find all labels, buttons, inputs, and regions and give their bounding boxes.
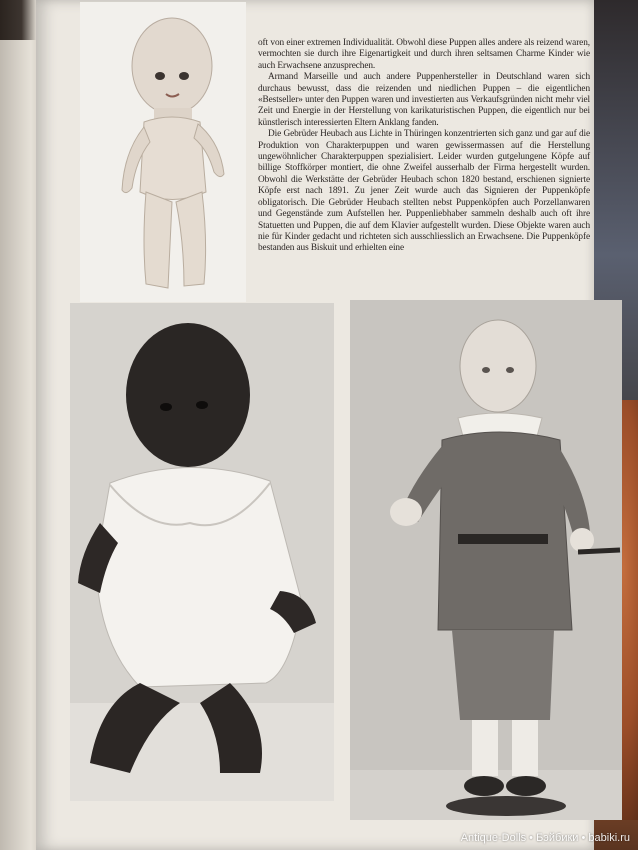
photo-boy-doll-in-suit — [350, 300, 622, 820]
bisque-doll-illustration — [80, 2, 246, 302]
book-page — [36, 0, 594, 850]
boy-doll-illustration — [350, 300, 622, 820]
paragraph-2: Armand Marseille und auch andere Puppenhersteller in Deutschland waren sich durchaus bewusst, dass die reizenden und niedlichen Puppen – die eigentlichen «Bestseller» unter den Puppen waren und investierten aus Verkaufsgründen nicht mehr viel Zeit und Energie in der Herstellung von karikaturistischen Puppen, die eigentlich nur bei künstlerisch interessierten Eltern Anklang fanden. — [258, 72, 590, 128]
watermark: Antique-Dolls • Бэйбики • babiki.ru — [460, 832, 630, 844]
dark-baby-doll-illustration — [70, 303, 334, 801]
paragraph-3: Die Gebrüder Heubach aus Lichte in Thüringen konzentrierten sich ganz und gar auf die Produktion von Charakterpuppen und waren gewissermassen auf die Herstellung ungewöhnlicher Charakterpuppen spezialisiert. Leider wurden gutgelungene Köpfe auf billige Stoffkörper montiert, die ohne Zweifel ausserhalb der Firma hergestellt wurden. Obwohl die Werkstätte der Gebrüder Heubach schon 1820 bestand, erschienen signierte Köpfe erst nach 1891. Zu jener Zeit wurde auch das Signieren der Puppenköpfe obligatorisch. Die Gebrüder Heubach stellten nebst Puppenköpfen auch Porzellanwaren und Gegenstände zum Aufstellen her. Puppenliebhaber sammeln deshalb auch oft ihre Statuetten und Puppen, die auf dem Klavier aufgestellt wurden. Diese Objekte waren auch nie für Kinder gedacht und richteten sich ausschliesslich an Erwachsene. Die Puppenköpfe bestanden aus Biskuit und erhielten eine — [258, 129, 590, 254]
body-text — [258, 38, 590, 255]
photo-bisque-baby-doll — [80, 2, 246, 302]
paragraph-1: oft von einer extremen Individualität. Obwohl diese Puppen alles andere als reizend waren, vermochten sie durch ihre Eigenartigkeit und durch ihren seltsamen Charme Kinder wie auch Erwachsene anzusprechen. — [258, 38, 590, 71]
photo-dark-baby-doll — [70, 303, 334, 801]
